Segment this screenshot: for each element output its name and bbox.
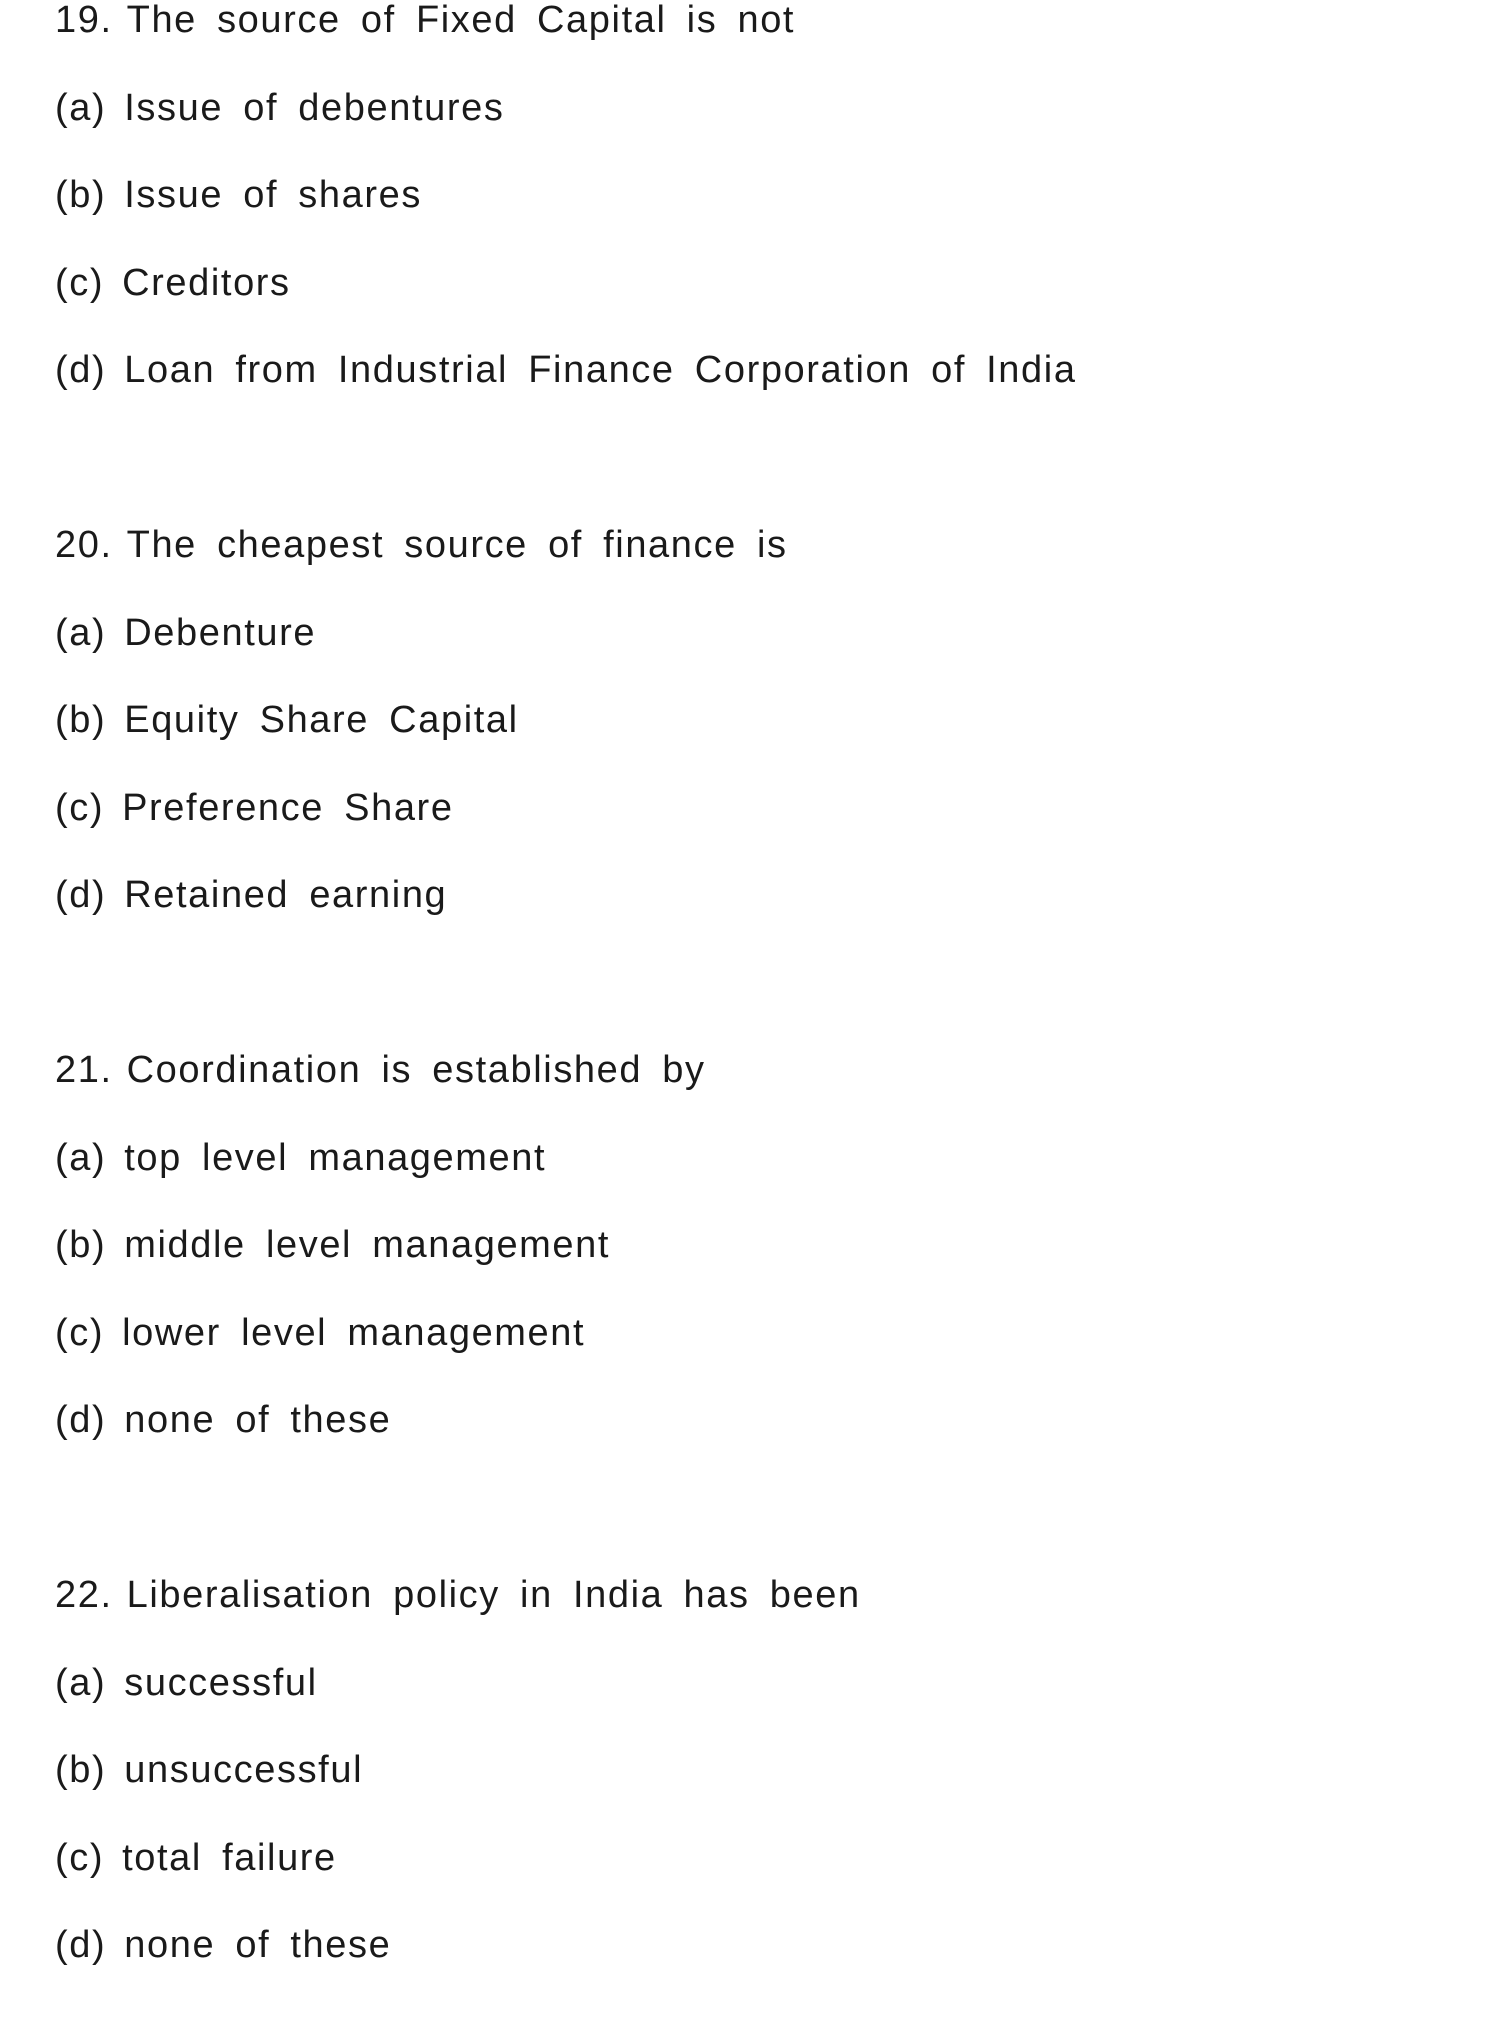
option-d [55,852,1455,940]
option-text: none of these [124,1399,392,1441]
option-label: (c) [55,1311,105,1354]
option-label: (a) [55,1661,107,1704]
option-d [55,1377,1455,1465]
option-b [55,152,1455,240]
option-a [55,1640,1455,1728]
option-c [55,765,1455,853]
option-text: total failure [122,1836,337,1879]
option-text: middle level management [124,1224,611,1266]
question-number: 19. [55,0,113,41]
option-text: Issue of debentures [124,86,505,129]
option-d [55,1902,1455,1990]
question-number: 21. [55,1049,113,1091]
option-d [55,327,1455,415]
option-label: (d) [55,874,107,916]
option-label: (c) [55,1836,105,1879]
question-text: The source of Fixed Capital is not [126,0,796,41]
option-text: unsuccessful [124,1749,364,1791]
option-label: (d) [55,349,107,391]
question-stem [55,0,1455,65]
option-b [55,677,1455,765]
option-label: (c) [55,261,105,304]
option-text: Retained earning [124,874,448,916]
option-text: none of these [124,1924,392,1966]
option-text: Creditors [122,261,291,304]
option-text: Equity Share Capital [124,699,519,741]
option-label: (c) [55,786,105,829]
question-21 [55,1027,1455,1465]
option-c [55,1290,1455,1378]
option-label: (b) [55,1224,107,1266]
option-label: (a) [55,1136,107,1179]
question-number: 20. [55,524,113,566]
option-text: lower level management [122,1311,586,1354]
option-c [55,1815,1455,1903]
question-20 [55,502,1455,940]
option-label: (a) [55,611,107,654]
option-label: (d) [55,1924,107,1966]
option-a [55,65,1455,153]
question-stem [55,502,1455,590]
question-text: The cheapest source of finance is [126,524,788,566]
option-text: successful [124,1661,318,1704]
option-text: Loan from Industrial Finance Corporation of India [124,349,1077,391]
option-label: (b) [55,699,107,741]
option-text: Issue of shares [124,174,422,216]
question-22 [55,1552,1455,1990]
option-label: (d) [55,1399,107,1441]
option-label: (b) [55,174,107,216]
question-19 [55,0,1455,415]
question-number: 22. [55,1574,113,1616]
question-stem [55,1552,1455,1640]
question-stem [55,1027,1455,1115]
question-text: Coordination is established by [126,1049,706,1091]
option-text: top level management [124,1136,547,1179]
option-c [55,240,1455,328]
question-text: Liberalisation policy in India has been [126,1574,861,1616]
option-b [55,1202,1455,1290]
option-a [55,590,1455,678]
option-b [55,1727,1455,1815]
option-text: Preference Share [122,786,454,829]
option-text: Debenture [124,611,317,654]
option-a [55,1115,1455,1203]
option-label: (a) [55,86,107,129]
option-label: (b) [55,1749,107,1791]
